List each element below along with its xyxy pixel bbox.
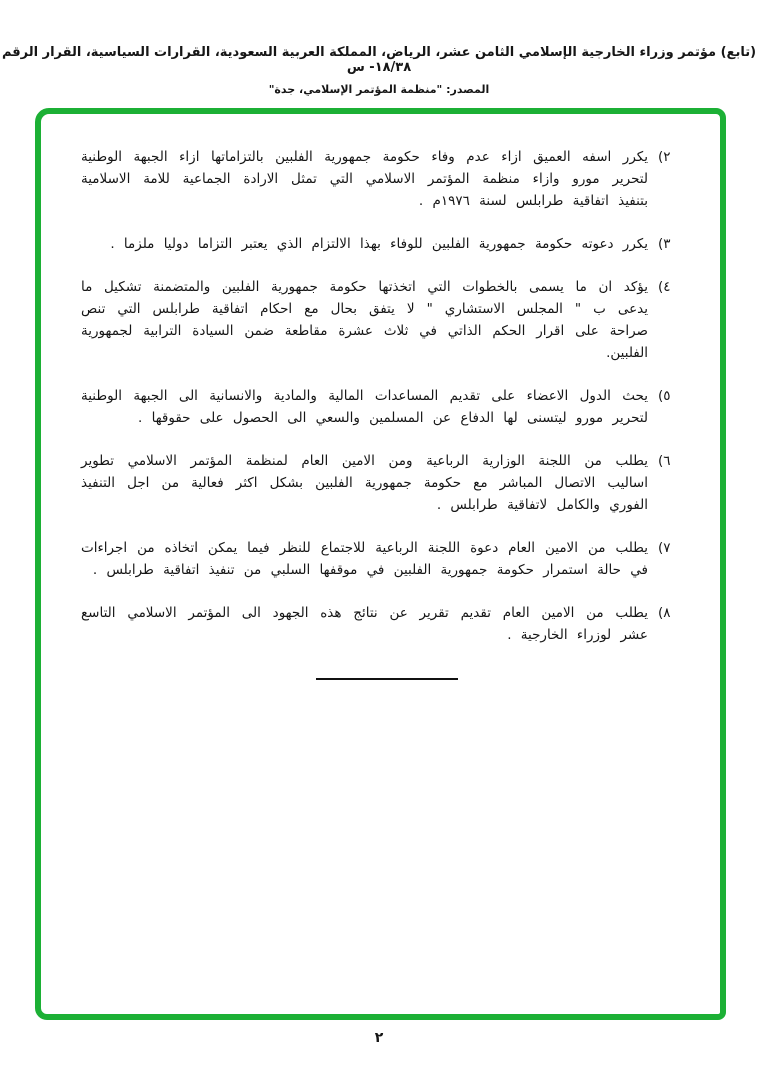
resolution-item-8: [81, 602, 692, 646]
item-number-marker: (٥: [658, 388, 671, 404]
item-text: يؤكد ان ما يسمى بالخطوات التي اتخذتها حكومة جمهورية الفلبين والمتضمنة تشكيل ما يدعى ب " المجلس الاستشاري " لا يتفق بحال مع احكام اتفاقية طرابلس التي تنص صراحة على اقرار الحكم الذاتي في ثلاث عشرة مقاطعة ضمن السيادة الترابية لجمهورية الفلبين.: [81, 279, 648, 361]
item-text: يحث الدول الاعضاء على تقديم المساعدات المالية والمادية والانسانية الى الجبهة الوطنية لتحرير مورو ليتسنى لها الدفاع عن المسلمين والسعي الى الحصول على حقوقها .: [81, 388, 648, 426]
item-text: يكرر دعوته حكومة جمهورية الفلبين للوفاء بهذا الالتزام الذي يعتبر التزاما دوليا ملزما .: [110, 236, 648, 252]
header-title-line: (تابع) مؤتمر وزراء الخارجية الإسلامي الثامن عشر، الرياض، المملكة العربية السعودية، القرارات السياسية، القرار الرقم ١٨/٣٨- س: [1, 45, 757, 75]
item-number-marker: (٣: [658, 236, 671, 252]
item-text: يكرر اسفه العميق ازاء عدم وفاء حكومة جمهورية الفلبين بالتزاماتها ازاء الجبهة الوطنية لتحرير مورو وازاء منظمة المؤتمر الاسلامي التي تمثل الارادة الجماعية للامة الاسلامية بتنفيذ اتفاقية طرابلس لسنة ١٩٧٦م .: [81, 149, 648, 209]
resolution-item-3: [81, 233, 692, 255]
item-number-marker: (٧: [658, 540, 671, 556]
item-number-marker: (٤: [658, 279, 671, 295]
resolution-item-6: [81, 450, 692, 516]
resolution-item-5: [81, 385, 692, 429]
resolution-item-4: [81, 276, 692, 364]
item-text: يطلب من الامين العام تقديم تقرير عن نتائج هذه الجهود الى المؤتمر الاسلامي التاسع عشر لوزراء الخارجية .: [81, 605, 648, 643]
green-border-frame: [35, 108, 726, 1020]
item-text: يطلب من اللجنة الوزارية الرباعية ومن الامين العام لمنظمة المؤتمر الاسلامي تطوير اساليب الاتصال المباشر مع حكومة جمهورية الفلبين بشكل اكثر فعالية من اجل التنفيذ الفوري والكامل لاتفاقية طرابلس .: [81, 453, 648, 513]
resolution-item-2: [81, 146, 692, 212]
item-number-marker: (٨: [658, 605, 671, 621]
header-source-line: المصدر: "منظمة المؤتمر الإسلامي، جدة": [268, 83, 490, 96]
item-text: يطلب من الامين العام دعوة اللجنة الرباعية للاجتماع للنظر فيما يمكن اتخاذه من اجراءات في حالة استمرار حكومة جمهورية الفلبين في موقفها السلبي من تنفيذ اتفاقية طرابلس .: [81, 540, 648, 578]
section-divider: [316, 678, 458, 680]
page-number: ٢: [374, 1030, 384, 1046]
item-number-marker: (٢: [658, 149, 671, 165]
item-number-marker: (٦: [658, 453, 671, 469]
resolution-item-7: [81, 537, 692, 581]
document-header: [0, 0, 758, 96]
